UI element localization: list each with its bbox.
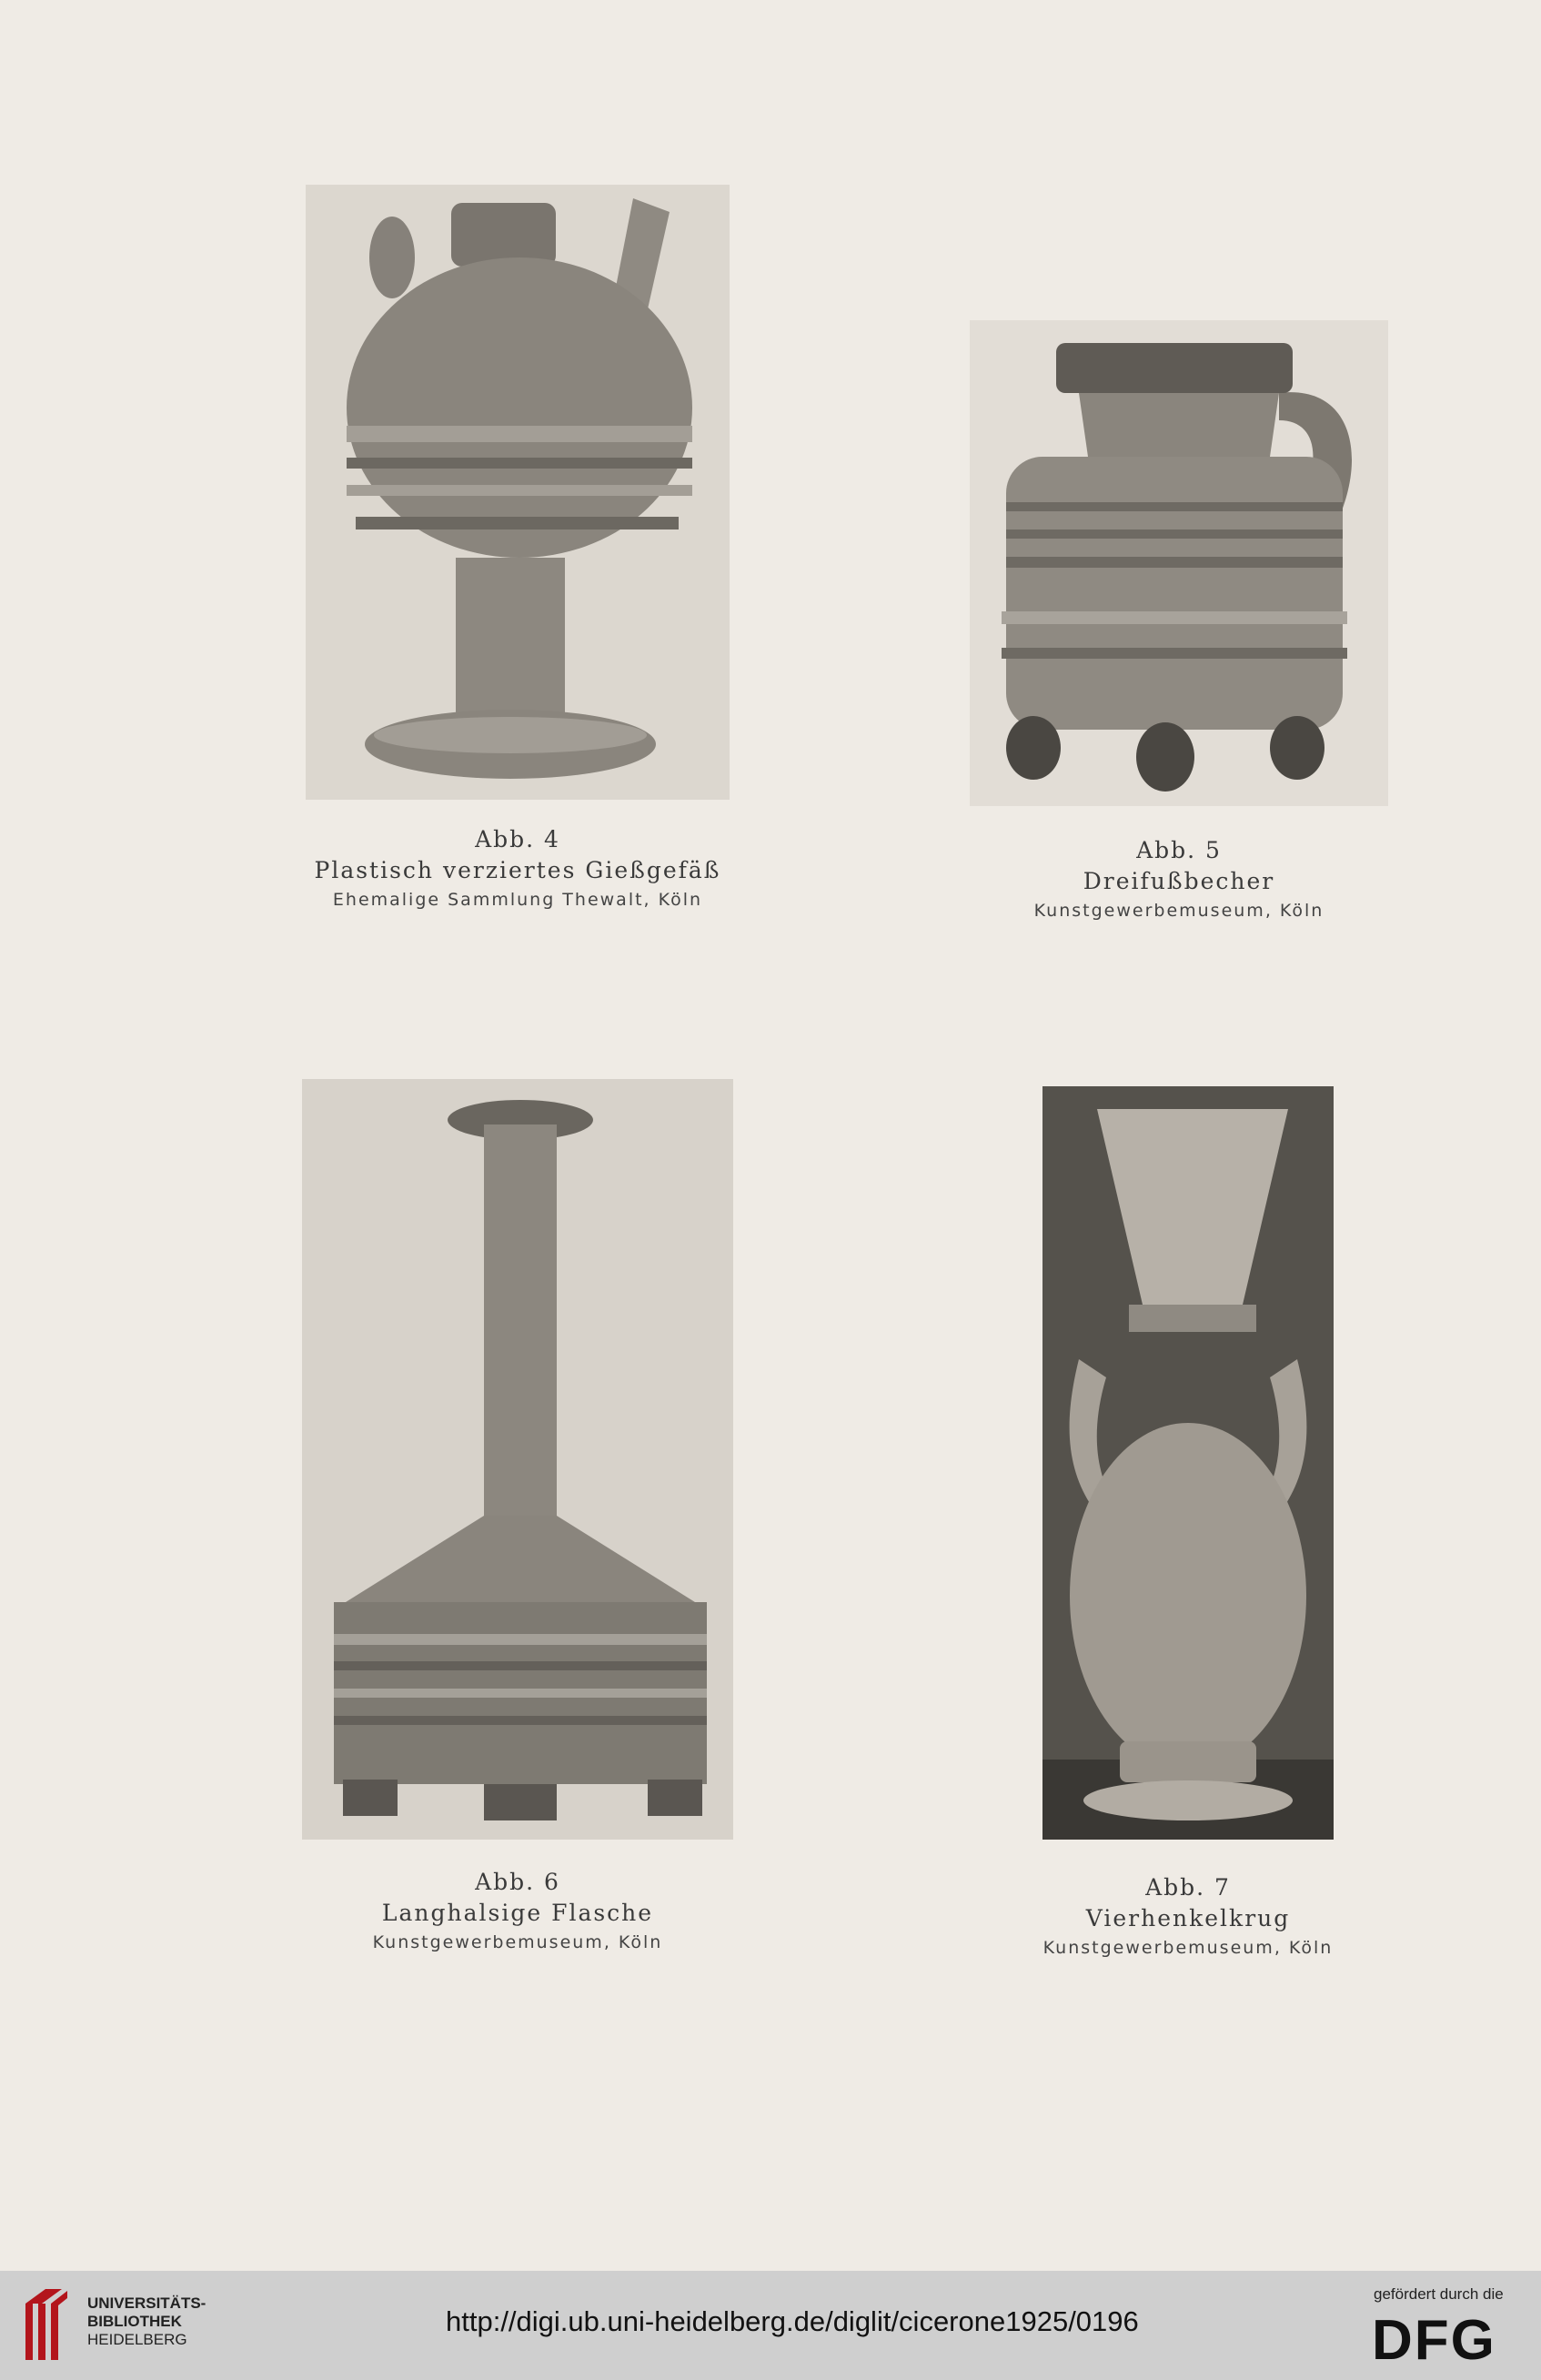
funded-by-label: gefördert durch die (1374, 2285, 1504, 2303)
figure-4-source: Ehemalige Sammlung Thewalt, Köln (332, 890, 703, 910)
figure-5-photo (970, 320, 1388, 806)
figure-4-title: Plastisch verziertes Gießgefäß (314, 857, 721, 883)
university-library-name (87, 2294, 206, 2349)
library-line-1: UNIVERSITÄTS- (87, 2294, 206, 2312)
figure-7-caption (1006, 1872, 1370, 1961)
tripod-beaker-image (970, 320, 1388, 806)
document-url-link[interactable]: http://digi.ub.uni-heidelberg.de/diglit/cicerone1925/0196 (446, 2305, 1139, 2337)
figure-5-source: Kunstgewerbemuseum, Köln (1033, 901, 1324, 921)
library-line-2: BIBLIOTHEK (87, 2313, 182, 2330)
figure-7-number: Abb. 7 (1145, 1874, 1231, 1901)
figure-7-photo (1042, 1086, 1334, 1840)
university-library-logo-icon (18, 2284, 75, 2367)
figure-5-number: Abb. 5 (1136, 837, 1222, 863)
figure-7-title: Vierhenkelkrug (1085, 1905, 1291, 1931)
figure-6-photo (302, 1079, 733, 1840)
pouring-vessel-image (306, 185, 730, 800)
dfg-logo: DFG (1372, 2309, 1496, 2372)
figure-7-source: Kunstgewerbemuseum, Köln (1042, 1938, 1334, 1958)
figure-5-caption (970, 835, 1388, 924)
figure-6-number: Abb. 6 (475, 1869, 560, 1895)
figure-4-caption (306, 824, 730, 913)
footer-bar (0, 2271, 1541, 2380)
figure-6-title: Langhalsige Flasche (381, 1900, 654, 1926)
long-necked-bottle-image (302, 1079, 733, 1840)
figure-6-caption (302, 1867, 733, 1956)
figure-5-title: Dreifußbecher (1083, 868, 1275, 894)
four-handled-jug-image (1042, 1086, 1334, 1840)
figure-4-photo (306, 185, 730, 800)
figure-4-number: Abb. 4 (475, 826, 560, 852)
figure-6-source: Kunstgewerbemuseum, Köln (372, 1932, 663, 1952)
library-line-3: HEIDELBERG (87, 2331, 187, 2348)
